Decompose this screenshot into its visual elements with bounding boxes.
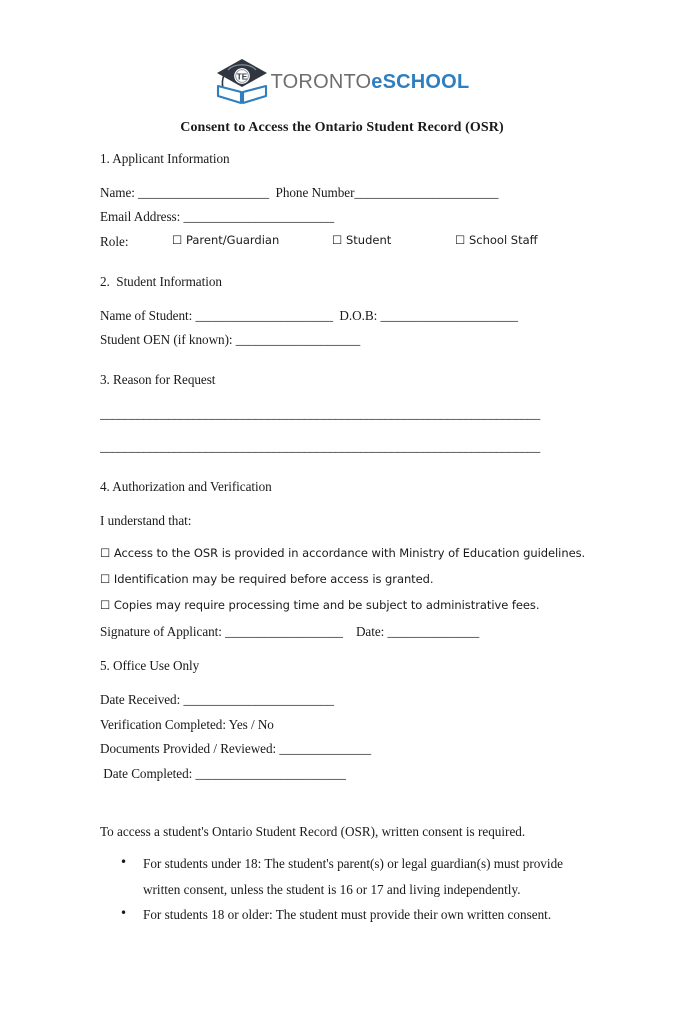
applicant-name-field-label[interactable]: Name: ____________________	[100, 184, 270, 200]
consent-intro-paragraph: To access a student's Ontario Student Record (OSR), written consent is required.	[100, 824, 526, 839]
signature-date-field-label[interactable]: Date: ______________	[355, 624, 480, 640]
reason-blank-line-2[interactable]: _______________________________________________________________________	[100, 440, 540, 455]
signature-field-label[interactable]: Signature of Applicant: __________________	[100, 624, 343, 640]
section-2-heading: 2. Student Information	[100, 273, 222, 289]
reason-blank-line-1[interactable]: _______________________________________________________________________	[100, 406, 540, 421]
consent-rule-under-18: For students under 18: The student's parent(s) or legal guardian(s) must provide written consent, unless the student is 16 or 17 and living independently.	[143, 855, 564, 897]
student-oen-field-label[interactable]: Student OEN (if known): ___________________	[100, 332, 361, 348]
role-checkbox-school-staff[interactable]: ☐ School Staff	[455, 233, 538, 248]
role-selection-row	[100, 235, 574, 249]
consent-rules-list	[100, 851, 578, 928]
applicant-email-field-label[interactable]: Email Address: _______________________	[100, 209, 335, 225]
authorization-checkbox-copies-fees[interactable]: ☐ Copies may require processing time and be subject to administrative fees.	[100, 597, 540, 612]
bullet-icon: •	[120, 906, 128, 921]
role-checkbox-parent-guardian[interactable]: ☐ Parent/Guardian	[172, 233, 280, 248]
office-documents-reviewed-field-label[interactable]: Documents Provided / Reviewed: ______________	[100, 741, 371, 757]
page-title: Consent to Access the Ontario Student Record (OSR)	[180, 120, 504, 135]
brand-word-secondary: eSCHOOL	[371, 71, 470, 93]
signature-date-row	[100, 625, 574, 639]
role-label: Role:	[100, 234, 129, 250]
student-dob-field-label[interactable]: D.O.B: _____________________	[339, 307, 518, 323]
brand-logo	[0, 56, 684, 106]
section-3-heading: 3. Reason for Request	[100, 372, 216, 388]
role-checkbox-student[interactable]: ☐ Student	[332, 233, 392, 248]
authorization-intro: I understand that:	[100, 512, 192, 528]
student-name-field-label[interactable]: Name of Student: _____________________	[100, 307, 333, 323]
list-item	[100, 902, 578, 928]
office-date-received-field-label[interactable]: Date Received: _______________________	[100, 691, 334, 707]
section-5-heading: 5. Office Use Only	[100, 658, 200, 674]
section-4-heading: 4. Authorization and Verification	[100, 479, 272, 495]
office-verification-completed-label[interactable]: Verification Completed: Yes / No	[100, 716, 274, 732]
authorization-checkbox-osr-access[interactable]: ☐ Access to the OSR is provided in accordance with Ministry of Education guidelines.	[100, 545, 586, 560]
svg-text:TE: TE	[236, 72, 247, 82]
form-body	[100, 151, 586, 782]
consent-requirements-block	[100, 825, 578, 928]
applicant-phone-field-label[interactable]: Phone Number______________________	[275, 184, 499, 200]
consent-rule-18-or-older: For students 18 or older: The student must provide their own written consent.	[143, 907, 552, 923]
section-1-heading: 1. Applicant Information	[100, 151, 230, 166]
bullet-icon: •	[120, 854, 128, 869]
list-item	[100, 851, 578, 902]
brand-word-primary: TORONTO	[270, 71, 372, 93]
brand-wordmark	[271, 72, 470, 92]
student-name-dob-row	[100, 309, 574, 323]
applicant-name-phone-row	[100, 186, 574, 200]
graduation-cap-book-logo-icon	[215, 56, 269, 106]
authorization-checkbox-identification[interactable]: ☐ Identification may be required before access is granted.	[100, 571, 434, 586]
office-date-completed-field-label[interactable]: Date Completed: _______________________	[100, 766, 346, 782]
